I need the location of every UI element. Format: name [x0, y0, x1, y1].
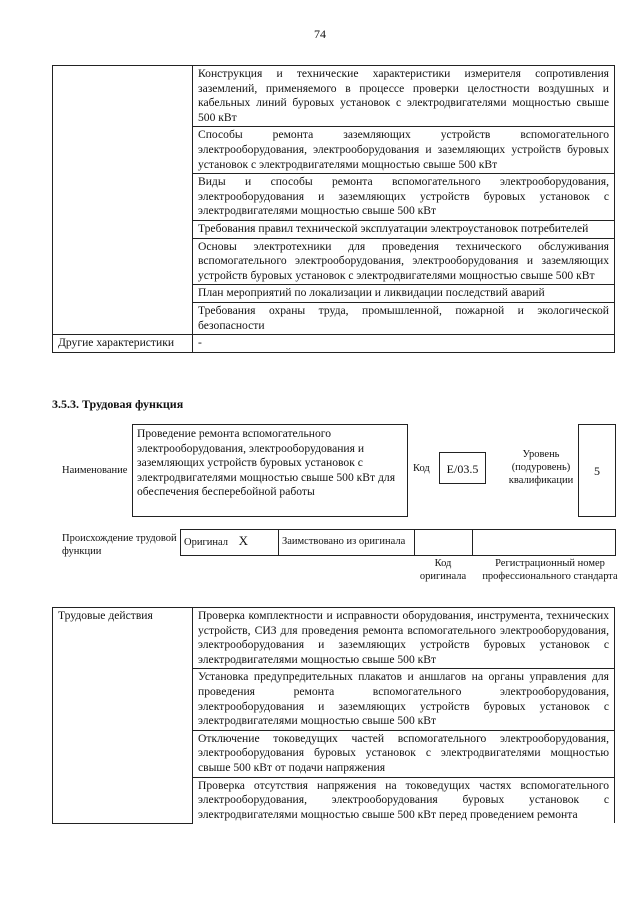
labor-action-row: Установка предупредительных плакатов и аншлагов на органы управления для проведения ремонта вспомогательного электрооборудования, электрооборудования и заземляющих устройств буровых установок с электродвигателями мощностью свыше 500 кВт	[193, 669, 615, 730]
knowledge-row: Виды и способы ремонта вспомогательного электрооборудования, электрооборудования и заземляющих устройств буровых установок с электродвигателями мощностью свыше 500 кВт	[193, 174, 615, 221]
knowledge-row: План мероприятий по локализации и ликвидации последствий аварий	[193, 285, 615, 303]
labor-action-row: Проверка отсутствия напряжения на токоведущих частях вспомогательного электрооборудования, электрооборудования буровых установок с электродвигателями мощностью свыше 500 кВт перед проведением ремонта	[193, 777, 615, 823]
level-label: Уровень (подуровень) квалификации	[508, 449, 574, 486]
reg-number-label: Регистрационный номер профессионального стандарта	[482, 558, 618, 582]
knowledge-row: Требования охраны труда, промышленной, пожарной и экологической безопасности	[193, 302, 615, 334]
original-mark: X	[238, 533, 249, 549]
code-value-box: E/03.5	[439, 452, 486, 484]
section-heading: 3.5.3. Трудовая функция	[52, 397, 184, 411]
level-value-box: 5	[578, 424, 616, 517]
code-label: Код	[413, 463, 430, 474]
labor-actions-table	[52, 607, 615, 824]
labor-actions-label: Трудовые действия	[53, 608, 193, 824]
other-characteristics-value: -	[193, 335, 615, 353]
code-original-label: Код оригинала	[419, 558, 467, 582]
page-number: 74	[314, 27, 326, 41]
knowledge-label-cell	[53, 66, 193, 335]
borrowed-label: Заимствовано из оригинала	[279, 530, 415, 556]
name-label: Наименование	[62, 465, 128, 476]
code-original-cell	[415, 530, 473, 556]
original-label: Оригинал	[184, 537, 228, 549]
knowledge-row: Основы электротехники для проведения технического обслуживания вспомогательного электрооборудования, электрооборудования и заземляющих устройств буровых установок с электродвигателями мощностью свыше 500 кВт	[193, 238, 615, 285]
original-cell	[181, 530, 279, 556]
other-characteristics-label: Другие характеристики	[53, 335, 193, 353]
knowledge-row: Конструкция и технические характеристики измерителя сопротивления заземлений, применяемого в процессе проверки целостности воздушных и кабельных линий буровых установок с электродвигателями мощностью свыше 500 кВт	[193, 66, 615, 127]
knowledge-table	[52, 65, 615, 353]
reg-number-cell	[473, 530, 616, 556]
function-name-box: Проведение ремонта вспомогательного электрооборудования, электрооборудования и заземляющих устройств буровых установок с электродвигателями мощностью свыше 500 кВт для обеспечения бесперебойной работы	[132, 424, 408, 517]
origin-table	[180, 529, 616, 556]
labor-action-row: Отключение токоведущих частей вспомогательного электрооборудования, электрооборудования буровых установок с электродвигателями мощностью свыше 500 кВт от подачи напряжения	[193, 730, 615, 777]
labor-action-row: Проверка комплектности и исправности оборудования, инструмента, технических устройств, СИЗ для проведения ремонта вспомогательного электрооборудования, электрооборудования и заземляющих устройств буровых установок с электродвигателями мощностью свыше 500 кВт	[193, 608, 615, 669]
knowledge-row: Требования правил технической эксплуатации электроустановок потребителей	[193, 220, 615, 238]
knowledge-row: Способы ремонта заземляющих устройств вспомогательного электрооборудования, электрооборудования и заземляющих устройств буровых установок с электродвигателями мощностью свыше 500 кВт	[193, 127, 615, 174]
origin-label: Происхождение трудовой функции	[62, 533, 177, 557]
